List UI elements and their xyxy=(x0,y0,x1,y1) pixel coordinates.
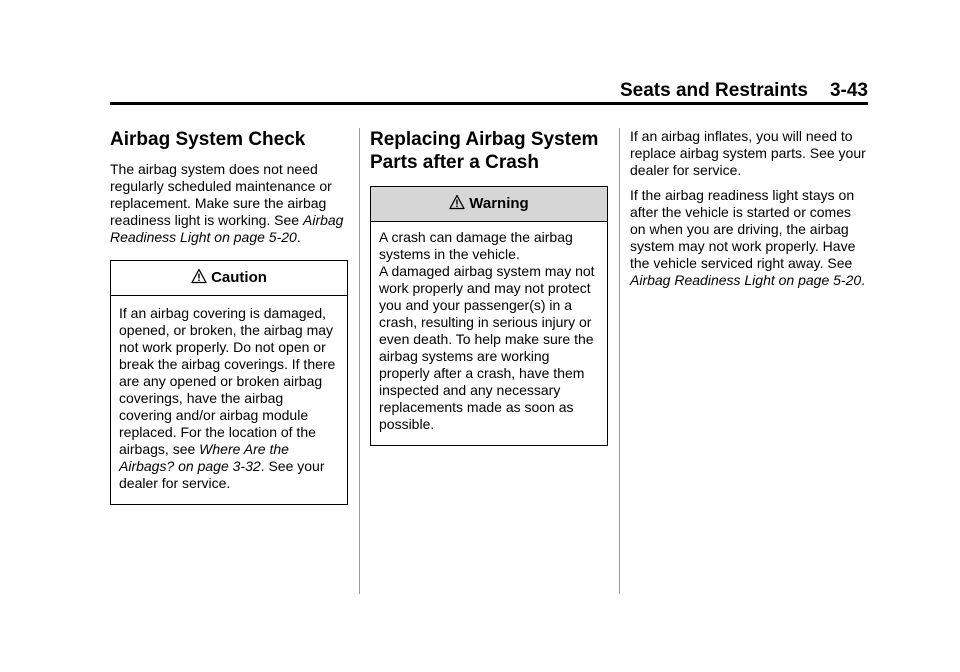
section-heading: Airbag System Check xyxy=(110,129,306,150)
cross-reference: Airbag Readiness Light on page 5-20 xyxy=(630,272,862,288)
caution-title: Caution xyxy=(111,261,347,296)
column-1 xyxy=(110,128,348,505)
warning-title: Warning xyxy=(371,187,607,222)
running-header xyxy=(110,80,868,102)
column-2 xyxy=(370,128,608,446)
body-paragraph: If an airbag inflates, you will need to replace airbag system parts. See your dealer for service. xyxy=(630,128,866,178)
column-3 xyxy=(630,128,870,297)
caution-body: If an airbag covering is damaged, opened, or broken, the airbag may not work properly. Do not open or break the airbag coverings. If there are any opened or broken airbag coverings, have the airbag covering and/or airbag module replaced. For the location of the airbags, see Where Are the Airbags? on page 3-32. See your dealer for service. xyxy=(119,305,336,491)
warning-box xyxy=(370,186,608,446)
column-divider xyxy=(619,128,620,594)
warning-line: A crash can damage the airbag systems in the vehicle. xyxy=(379,229,573,262)
section-title: Seats and Restraints xyxy=(620,80,808,101)
caution-box xyxy=(110,260,348,505)
warning-body xyxy=(371,222,607,445)
header-rule xyxy=(110,102,868,105)
page-number: 3-43 xyxy=(829,80,868,101)
warning-triangle-icon xyxy=(191,263,207,297)
cross-reference: Where Are the Airbags? on page 3-32 xyxy=(119,441,289,474)
body-paragraph: If the airbag readiness light stays on after the vehicle is started or comes on when you are driving, the airbag system may not work properly. Have the vehicle serviced right away. See Airbag Readiness Light on page 5-20. xyxy=(630,187,866,288)
body-paragraph: The airbag system does not need regularly scheduled maintenance or replacement. Make sure the airbag readiness light is working. See Airbag Readiness Light on page 5-20. xyxy=(110,161,344,245)
cross-reference: Airbag Readiness Light on page 5-20 xyxy=(110,212,344,245)
section-heading: Replacing Airbag System Parts after a Crash xyxy=(370,129,599,173)
warning-triangle-icon xyxy=(449,189,465,223)
warning-line: A damaged airbag system may not work properly and may not protect you and your passenger(s) in a crash, resulting in serious injury or even death. To help make sure the airbag systems are working properly after a crash, have them inspected and any necessary replacements made as soon as possible. xyxy=(379,263,595,432)
column-divider xyxy=(359,128,360,594)
